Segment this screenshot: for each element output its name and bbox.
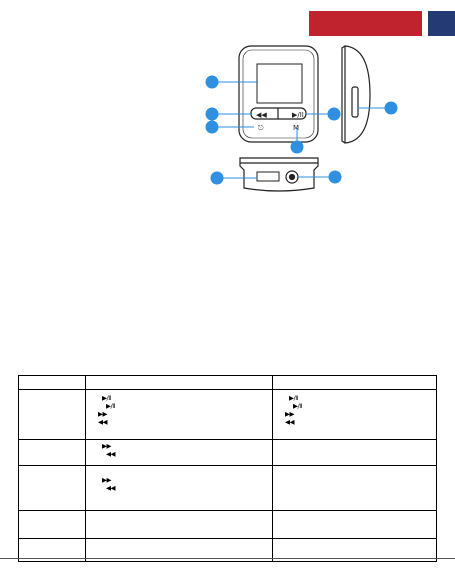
screen-outline bbox=[257, 64, 302, 103]
callout-marker-menu-button bbox=[291, 141, 304, 154]
table-cell bbox=[86, 511, 273, 539]
back-button-icon: ⎋ bbox=[258, 124, 264, 132]
callout-marker-side-switch bbox=[385, 102, 398, 115]
prev-icon: ◀◀ bbox=[285, 418, 294, 426]
next-icon: ▶▶ bbox=[285, 410, 294, 418]
next-icon: ▶▶ bbox=[98, 410, 107, 418]
controls-table bbox=[18, 375, 437, 562]
table-cell bbox=[86, 390, 273, 440]
table-cell bbox=[19, 466, 86, 511]
table-cell bbox=[273, 466, 437, 511]
next-icon: ▶▶ bbox=[102, 476, 111, 484]
table-cell bbox=[86, 376, 273, 390]
player-side-view bbox=[342, 46, 370, 143]
next-icon: ▶▶ bbox=[102, 442, 111, 450]
table-cell bbox=[273, 376, 437, 390]
table-cell bbox=[273, 511, 437, 539]
play-pause-button-icon: ▶/II bbox=[292, 111, 304, 119]
callout-marker-headphone-jack bbox=[329, 171, 342, 184]
table-cell bbox=[273, 390, 437, 440]
player-bottom-view bbox=[240, 158, 318, 191]
table-cell bbox=[19, 376, 86, 390]
prev-icon: ◀◀ bbox=[106, 450, 115, 458]
table-cell bbox=[19, 511, 86, 539]
table-row-row-2 bbox=[19, 440, 437, 466]
play-pause-icon: ▶/II bbox=[289, 394, 299, 402]
table-cell bbox=[273, 440, 437, 466]
table-row-header bbox=[19, 376, 437, 390]
table-row-row-4 bbox=[19, 511, 437, 539]
callout-marker-screen bbox=[206, 76, 219, 89]
callout-marker-play-button bbox=[328, 108, 341, 121]
table-cell bbox=[19, 390, 86, 440]
play-pause-icon: ▶/II bbox=[293, 402, 303, 410]
table-cell bbox=[86, 440, 273, 466]
footer-rule bbox=[0, 558, 455, 559]
callout-marker-back-button bbox=[206, 121, 219, 134]
prev-icon: ◀◀ bbox=[106, 484, 115, 492]
callout-marker-prev-button bbox=[206, 108, 219, 121]
table-row-row-3 bbox=[19, 466, 437, 511]
play-pause-icon: ▶/II bbox=[102, 394, 112, 402]
menu-button-icon: M bbox=[293, 124, 300, 132]
rewind-button-icon: ◀◀ bbox=[256, 111, 267, 119]
player-front-view bbox=[239, 46, 318, 142]
play-pause-icon: ▶/II bbox=[106, 402, 116, 410]
prev-icon: ◀◀ bbox=[98, 418, 107, 426]
table-cell bbox=[19, 440, 86, 466]
table-row-row-1 bbox=[19, 390, 437, 440]
table-cell bbox=[86, 466, 273, 511]
device-diagram bbox=[0, 0, 455, 210]
callout-marker-usb-port bbox=[211, 172, 224, 185]
